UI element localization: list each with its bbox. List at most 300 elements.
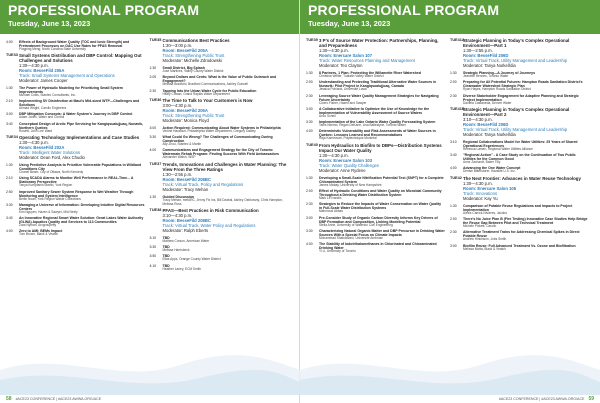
presentation-title: DBP Mitigation Concepts: A Water System's Journey in DBP Control [19,112,133,117]
session-time: 1:30—4:30 p.m. [319,152,349,158]
presentation-body [19,203,145,215]
session-body [463,176,589,201]
session-code: TUE42 [450,175,462,180]
presentation-title: Conceptual Design of Arctic Pipe Servicing for Kangiqsualujjuaq, Nunavik, Northern Quebec [19,121,144,130]
presentation-body [163,236,289,244]
presentation-item [306,120,445,128]
presentation-authors: Pingping Meng, North Carolina State University [19,46,86,51]
presentation-item [6,216,145,228]
presentation-time: 4:00 [306,242,313,247]
session-code: TUE36 [149,97,162,102]
presentation-item [450,153,589,165]
session-code: TUE33 [6,52,18,57]
presentation-body [19,216,145,228]
session-track: Track: Innovations [463,190,498,196]
session-track: Track: Virtual Track, Utility Management and Leadership [463,126,568,132]
presentation-authors: Alexander Walsh, WSP [162,155,196,160]
session-moderator: Moderator: James Cooper [19,77,68,83]
presentation-body [163,66,289,74]
session-time: 1:30—3:00 p.m. [162,43,193,48]
session-code: TUE37 [149,161,162,166]
schedule-columns [300,34,600,256]
presentation-item [6,229,145,237]
presentation-body [319,242,445,254]
presentation-time: 2:30 [306,93,313,98]
session-body [19,135,145,160]
presentation-time: 2:30 [450,230,457,235]
session-title: Trends, Innovations and Challenges in Water Planning: The View From the Three Ratings [162,161,287,172]
presentation-title: Alternative Treatment Trains for Addressing Chemical Spikes in Direct Potable Reuse [463,230,580,239]
program-page-right [300,0,600,403]
presentation-item [150,245,289,253]
presentation-time: 2:50 [6,189,13,194]
page-header [0,0,299,34]
presentation-time: 3:30 [306,228,313,233]
presentation-item [450,80,589,92]
presentation-body [163,195,289,207]
presentation-authors: Raja Kamirovari, Polytechnique Montréal [319,136,377,141]
presentation-body [463,217,589,229]
presentation-time: 2:30 [450,93,457,98]
presentation-authors: Mahmoud Abbas [319,209,343,214]
presentation-title: Characterizing Natural Organic Matter and DBP Precursor in Drinking Water Sources With a Special Focus on Climate Impacts [319,228,445,237]
presentation-body [319,71,445,79]
session-block [450,38,589,68]
presentation-item [150,195,289,207]
schedule-column [306,38,450,256]
page-footer [0,394,299,403]
presentation-authors: Melissa Harrisbeck [162,248,190,253]
presentation-item [150,89,289,97]
session-track: Track: Water Quality Challenges [319,162,379,168]
session-body [163,98,289,123]
presentation-time: 3:30 [149,245,157,250]
session-title: Strategic Planning in Today's Complex Operational Environment—Part 1 [463,38,570,48]
session-room: Room: BesseFild 206D [463,121,509,127]
presentation-time: 3:00 [149,125,157,130]
presentation-time: 2:00 [450,217,457,222]
presentation-authors: Elias Apps, Orange County Water District [162,257,221,262]
presentation-title: A Collaborative Initiative to Optimize the Use of Knowledge for the Implementation of Vulnerability Assessment of Source Waters [319,106,430,115]
presentation-body [319,120,445,128]
presentation-authors: Andrew Hinkinson, Jobs Smith [463,237,507,242]
session-moderator: Moderator: Tracy Mehan [162,186,209,192]
session-time: 1:30—4:30 p.m. [19,139,49,145]
presentation-item [450,217,589,229]
presentation-time: 3:10 [450,139,457,144]
presentation-authors: Daniela Castaneda, Denver Water [463,100,512,105]
presentation-body [463,71,589,79]
presentation-authors: Zara Nyman, Arcgroupeffy [19,223,57,228]
presentation-authors: Jeanelle Hennes, Toronto Water [463,74,509,78]
schedule-column [450,38,594,256]
presentation-body [163,148,289,160]
presentation-title: Using Predictive Analysis to Prioritize Vulnerable Populations in Wildland Conditions City [19,162,142,171]
presentation-authors: Tom Brown, Black & Veatch [19,232,59,237]
presentation-item [450,204,589,216]
presentation-time: 2:00 [306,80,313,85]
session-code: TUE40 [306,142,318,147]
presentation-time: 3:00 [6,112,13,117]
presentation-title: Effects of Background Water Quality (TOC and Ionic Strength) and Pretreatment Processes on GAC Use Rates for PFAS Removal [19,39,130,48]
presentation-title: Managing a Universe of Information: Developing Intuitive Digital Resources Centers [19,202,145,211]
session-code: TUE39 [306,38,318,42]
session-track: Track: Virtual Track, Utility Management and Leadership [463,58,568,63]
session-moderator: Moderator: Tanya Nurkeñdia [463,63,516,68]
presentation-item [450,230,589,242]
footer-text: #ACE23 CONFERENCE | #ACE23 AWWA.ORG/ACE [498,396,585,401]
presentation-title: Comparison of Potable Reuse Regulations and Impacts to Project Implementation [463,203,573,212]
session-body [463,107,589,137]
presentation-body [319,80,445,92]
presentation-item [306,202,445,214]
presentation-authors: Mark Le Ivandic [319,196,342,201]
session-track: Track: Intelligent Water Solutions [19,149,81,155]
session-room: Room: Enercare Salon 103 [319,157,373,163]
presentation-title: Implementing SV Disinfection at Maui's Mid-sized WTP—Challenges and Solutions [19,99,140,108]
presentation-authors: Alexis Carrick-Nivieres, Jacobs [463,210,507,215]
presentation-item [450,166,589,174]
presentation-item [306,176,445,188]
presentation-title: The Power of Hydraulic Modeling for Prioritizing Small System Improvements [19,85,123,94]
session-title: PFAS—Best Practices in Risk Communication [162,207,259,213]
presentation-body [163,89,289,97]
presentation-authors: Denise Bittendorer, Hazalite U.S. Inc. [463,169,516,174]
presentation-authors: Hilary Cowan, Grand Rapids Water Department [162,91,230,96]
presentation-body [463,153,589,165]
presentation-item [150,148,289,160]
presentation-title: Small District, Big Splash [162,66,205,70]
presentation-authors: Anne Zachardt, Baker Tilly [463,160,501,165]
presentation-time: 2:10 [6,99,13,104]
presentation-authors: Stella Anne, University of Waterloo Civil Engineering [319,222,393,227]
presentation-time: 4:10 [149,263,157,268]
presentation-time: 1:30 [450,71,457,75]
presentation-time: 2:30 [306,202,313,207]
presentation-body [19,229,145,237]
presentation-authors: Cicero Fisher, Hazen and Sawyer [319,100,367,105]
presentation-time: 1:30 [306,71,313,75]
session-title: Operating Technology Implementations and Case Studies [19,134,140,140]
session-row [150,38,289,63]
session-body [163,162,289,192]
session-code: TUE35 [149,38,162,42]
presentation-item [306,129,445,141]
page-title: PROFESSIONAL PROGRAM [308,2,500,18]
presentation-body [19,176,145,188]
session-row [150,208,289,233]
presentation-time: 3:50 [149,254,157,259]
presentation-time: 4:00 [306,129,313,134]
presentation-item [306,94,445,106]
presentation-item [306,242,445,254]
session-room: Room: BesseFild 208BC [162,217,211,223]
presentation-authors: Adam Jones, Water and Control [19,115,65,120]
presentation-time: 3:30 [6,202,13,207]
presentation-body [319,202,445,214]
presentation-body [19,86,145,98]
presentation-time: 4:00 [6,229,13,234]
presentation-item [306,189,445,201]
presentation-authors: Ally Zhou, Stantec & Martin [162,142,202,147]
presentation-item [450,244,589,252]
page-number: 58 [6,395,12,402]
presentation-title: TBD [162,245,170,250]
presentation-body [163,264,289,272]
session-moderator: Moderator: Monica Floyd [162,117,209,123]
presentation-time: 1:30 [149,194,157,199]
presentation-item [306,80,445,92]
presentation-title: Leveraging Source Water Quality Management Strategies for Navigating Future Uncertainty [319,93,439,102]
session-track: Track: Virtual Track, Water Policy and Regulations [162,222,256,228]
session-row [450,176,589,201]
session-block [150,162,289,192]
presentation-body [19,122,145,134]
presentation-item [306,216,445,228]
presentation-title: Preparing for All Potential Futures: Hampton Roads Sanitation District's Cleanwater Watershed Strategic Plan [463,80,583,89]
presentation-item [450,94,589,106]
presentation-title: There's No Juice Plan B (Fire Testing) Innovative Case Studies Help Bridge the Reuse Gap Between Pilot and Technical Treatment [463,217,588,226]
presentation-body [163,135,289,147]
presentation-authors: Tanis Nimmo, Regan DeKane, Lisa Ballestyne, Toronto Water [319,123,406,128]
presentation-time: 1:30 [306,175,313,180]
presentation-time: 2:00 [306,189,313,194]
presentation-body [463,230,589,242]
session-time: 3:10—4:30 p.m. [162,212,193,218]
session-moderator: Moderator: Teo Clayton [319,63,363,68]
presentation-authors: Acco Scheil [319,113,336,118]
presentation-body [163,75,289,87]
presentation-time: 3:00 [306,106,313,111]
session-row [450,107,589,137]
presentation-body [463,140,589,152]
presentation-title: TBD [162,235,170,240]
session-room: Room: BesseFild 202A [19,144,65,150]
presentation-item [6,190,145,202]
session-body [19,53,145,83]
presentation-body [319,107,445,119]
session-block [6,135,145,160]
presentation-title: Improved Sanitary Sewer System Response to Wet Weather Through Monitoring and System Intelligence [19,189,134,198]
session-body [163,208,289,233]
session-code: TUE41A [450,38,465,42]
presentation-title: Developing a Small-Scale Nitrification Potential Test (SNPT) for a Complete Chloraminated System [319,175,444,184]
presentation-time: 2:05 [149,75,157,80]
presentation-body [163,245,289,253]
presentation-item [306,107,445,119]
session-block [150,208,289,233]
session-row [6,53,145,83]
presentation-time: 3:40 [450,153,457,158]
footer-wave-decoration [0,340,300,395]
presentation-body [319,129,445,141]
presentation-body [319,189,445,201]
presentation-body [463,80,589,92]
session-body [163,38,289,63]
session-time: 1:30—4:30 p.m. [319,48,349,53]
session-block [6,53,145,83]
presentation-authors: Michele Pickett, Carollo [463,224,497,229]
presentation-item [150,135,289,147]
presentation-time: 3:10 [149,235,157,240]
session-room: Room: BesseFild 208BC [162,176,211,182]
session-row [150,98,289,123]
session-track: Track: Small Systems Management and Operations [19,72,115,78]
session-row [450,38,589,68]
presentation-authors: Melissa Bradford, Bradford Communications, Ashley Gunsell [162,82,248,87]
presentation-body [19,112,145,120]
presentation-authors: Heather Laney, ECM Smith [162,266,202,271]
presentation-authors: Chanel Beam, City of Ottawa, North Kennedy [19,169,84,174]
presentation-title: Strategic Planning—A Journey of Journeys [463,71,536,75]
presentation-title: Strategies to Reduce the Impacts of Water Conservation on Water Quality in Full-Scale Water Distribution Systems [319,202,442,211]
presentation-item [150,236,289,244]
session-title: Communications Best Practices [162,38,230,43]
presentation-title: Guided Discussion [162,194,195,199]
session-row [6,135,145,160]
presentation-authors: Mohammad Shahdavani, Université Ambrose [319,235,383,240]
presentation-time: 1:30 [149,66,157,70]
presentation-time: 4:00 [450,166,457,171]
footer-wave-decoration [300,340,600,395]
session-room: Room: Enercare Salon 105 [463,185,517,191]
session-room: Room: BesseFild 206D [463,53,509,58]
schedule-column [6,38,150,273]
presentation-title: Using SCADA Alarms to Monitor Well Performance in REAL-Time... A Stationary Perspective [19,176,134,185]
presentation-authors: Ryan Hayes, Hampton Roads Sanitation District [463,87,531,92]
presentation-title: Communications and Engagement Strategy for the City of Toronto Watermain Rehab Program: Finding Success With Field Ambassadors [162,148,279,157]
footer-text: #ACE23 CONFERENCE | #ACE23 AWWA.ORG/ACE [15,396,102,401]
presentation-title: Beyond Dollars and Cents: What is the Value of Public Outreach and Engagement? [162,75,277,84]
presentation-authors: Jessica Pohland, Université Laval [319,87,367,92]
session-room: Room: Enercare Salon 107 [319,53,373,58]
presentation-title: Tapping Into the Urban Water Cycle for Public Education [162,88,257,93]
session-moderator: Moderator: Dean Ford, Alex Chudio [19,154,85,160]
presentation-item [150,264,289,272]
presentation-time: 3:30 [306,120,313,125]
presentation-title: "Regional Action" - A Case Study on the Continuation of Two Public Utilities for the Common Good [463,153,576,162]
presentation-title: Implementation of the Lake Ontario Water Quality Forecasting System [319,120,436,125]
presentation-time: 3:00 [450,243,457,248]
presentation-time: 2:30 [149,88,157,93]
presentation-title: Advancing the One Water Concept [463,166,521,171]
presentation-body [463,244,589,252]
presentation-body [163,126,289,134]
presentation-title: Deterministic Vulnerability and Risk Assessments of Water Sources in Quebec: Lessons Learned and Recommendations [319,129,436,138]
session-code: TUE38 [149,207,162,212]
presentation-authors: Tracy Mehan, mefARC, Jenny Fix Ins, Bill Dzabal, Ashley Ostrkowny, Chris Hampton, Melissa Ross [162,197,283,206]
session-track: Track: Water Resources Planning and Management [319,58,416,63]
session-row [306,38,445,68]
presentation-time: 2:00 [450,80,457,85]
presentation-time: 1:30 [450,203,457,208]
session-block [150,98,289,123]
presentation-title: An Innovative Regional Smart Water Solution: Great Lakes Water Authority (GLWA) Aquatics Quality and Services to 113 Communities [19,216,144,225]
presentation-authors: Jose Martinez, Valley County Water District [162,69,224,73]
session-moderator: Moderator: Ralph Eberts [162,227,209,233]
presentation-title: Pre-Consider Study of Organic Carbon Diversity Informs Key Drivers of DBP Formation and Composition, Linking Modeling Potential [319,215,438,224]
session-code: TUE41B [450,106,465,111]
session-block [306,143,445,173]
session-title: From Hydraulics to Biofilm to DBPs—Distribution Systems Impact Our Water Quality [319,142,442,153]
presentation-body [463,166,589,174]
session-block [306,38,445,68]
presentation-title: TBD [162,254,170,259]
session-row [150,162,289,192]
presentation-item [150,66,289,74]
presentation-time: 3:30 [149,135,157,140]
presentation-title: The Stability of Iodotrihalomethanes in Chlorinated and Chloraminated Drinking Water [319,242,437,251]
session-title: Strategic Planning in Today's Complex Operational Environment—Part 2 [463,106,570,117]
session-code: TUE34 [6,134,18,139]
presentation-authors: James Mabay, University of New Hampshire [319,182,382,187]
session-time: 1:30—2:55 p.m. [162,171,193,177]
presentation-item [6,86,145,98]
page-title: PROFESSIONAL PROGRAM [8,2,200,18]
presentation-time: 3:00 [306,215,313,220]
presentation-item [150,254,289,262]
presentation-title: Effect of Hydraulic Conditions and Water Quality on Microbial Community Throughout a Drinking Water Distribution System [319,189,442,198]
session-time: 1:30—4:30 p.m. [463,180,493,186]
session-track: Track: Strengthening Public Trust [162,112,225,118]
presentation-body [19,40,145,52]
presentation-authors: Christina Welter, Tualatin Valley Water District [319,74,384,78]
presentation-authors: Kim Nguyen, Hazen & Sawyer, Mid Neely [19,209,78,214]
presentation-title: Biofilm Reuse: Full Advanced Treatment Vs. Ozone and Biofiltration [463,243,576,248]
session-body [319,143,445,173]
session-body [463,38,589,68]
presentation-item [6,163,145,175]
session-track: Track: Strengthening Public Trust [162,53,225,58]
session-room: Room: BesseFild 205A [162,107,208,113]
session-time: 1:30—2:55 p.m. [463,48,493,53]
presentation-title: TBD [162,263,170,268]
session-row [306,143,445,173]
presentation-item [150,126,289,134]
presentation-authors: Michael Collis, Stantec Consultants, Inc. [19,92,76,97]
presentation-body [19,99,145,111]
presentation-title: Regional Collaborations Model for Water Utilities: 25 Years of Shared Operational Experiences [463,139,578,148]
presentation-authors: Melissa Motta, Black & Veatch [463,246,506,251]
session-track: Track: Virtual Track, Policy and Regulations [162,181,244,187]
presentation-item [6,122,145,134]
presentation-authors: Verline Haradzzi, Philadelphia Water Department, Gregory Oakley [162,128,256,133]
presentation-item [6,112,145,120]
presentation-body [319,216,445,228]
presentation-authors: Ahmad Wright, Carollo Engineers [19,106,67,111]
session-title: 3 P's of Source Water Protection: Partnerships, Planning, and Preparedness [319,38,439,48]
presentation-title: Understanding and Protecting Traditional Alternative Water Sources in Nunavik: Pilot Project in Kangiqsualujjuaq, Canada [319,80,437,89]
presentation-time: 1:30 [6,162,13,167]
session-block [450,176,589,201]
presentation-item [306,71,445,79]
presentation-time: 4:00 [149,148,157,153]
presentation-title: Zero to AMI: BEMs Impact [19,229,63,234]
session-time: 3:10—4:30 p.m. [463,116,493,122]
presentation-body [463,204,589,216]
session-time: 3:00—4:30 p.m. [162,102,193,108]
presentation-time: 4:00 [6,39,13,44]
page-header [300,0,600,34]
presentation-item [150,75,289,87]
session-room: Room: BesseFild 205A [19,67,65,73]
presentation-item [306,229,445,241]
presentation-authors: Rebecca Larsen, Regional Water Utilities Alliance [463,146,533,151]
presentation-item [6,99,145,111]
session-body [319,38,445,68]
presentation-title: 8 Partners, 1 Plan: Protecting the Willamette River Watershed [319,71,421,75]
presentation-body [19,163,145,175]
